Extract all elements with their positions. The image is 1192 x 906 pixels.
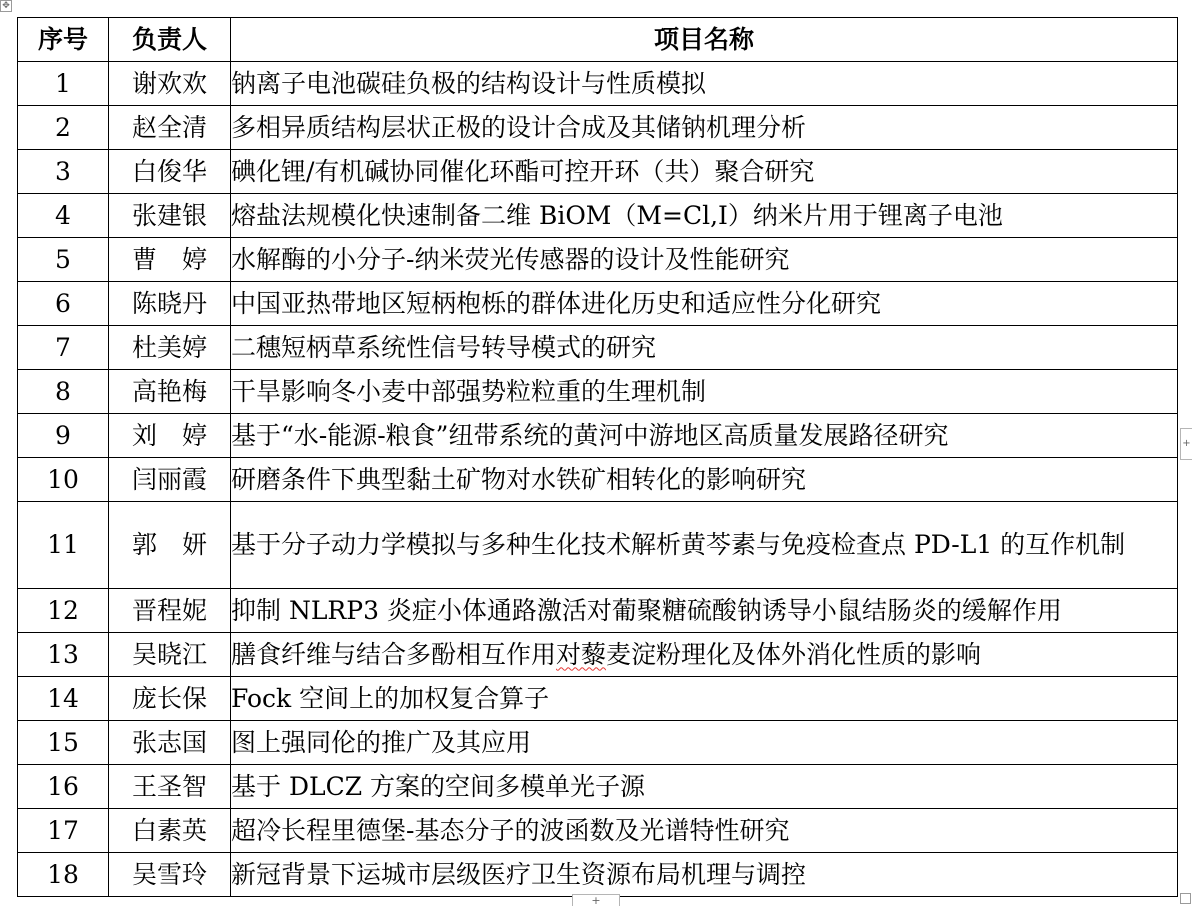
- table-row: [18, 677, 1178, 721]
- table-row: [18, 414, 1178, 458]
- row-owner: 曹 婷: [109, 238, 231, 282]
- row-number: 2: [18, 106, 109, 150]
- row-project-name: 基于 DLCZ 方案的空间多模单光子源: [231, 765, 1178, 809]
- row-project-name: 研磨条件下典型黏土矿物对水铁矿相转化的影响研究: [231, 458, 1178, 502]
- row-project-name: Fock 空间上的加权复合算子: [231, 677, 1178, 721]
- row-number: 7: [18, 326, 109, 370]
- row-project-name-part: 麦淀粉理化及体外消化性质的影响: [606, 639, 982, 669]
- table-row: [18, 62, 1178, 106]
- row-number: 14: [18, 677, 109, 721]
- table-row: [18, 721, 1178, 765]
- row-number: 11: [18, 502, 109, 589]
- row-owner: 吴晓江: [109, 633, 231, 677]
- row-owner: 谢欢欢: [109, 62, 231, 106]
- row-project-name: 熔盐法规模化快速制备二维 BiOM（M=Cl,I）纳米片用于锂离子电池: [231, 194, 1178, 238]
- row-project-name-part: 膳食纤维与结合多酚相互作用: [231, 639, 557, 669]
- row-owner: 白素英: [109, 809, 231, 853]
- row-owner: 白俊华: [109, 150, 231, 194]
- row-number: 12: [18, 589, 109, 633]
- row-owner: 刘 婷: [109, 414, 231, 458]
- row-owner: 陈晓丹: [109, 282, 231, 326]
- row-number: 13: [18, 633, 109, 677]
- table-row: [18, 458, 1178, 502]
- table-row: [18, 238, 1178, 282]
- table-resize-handle-icon[interactable]: [1180, 893, 1191, 904]
- row-project-name: 钠离子电池碳硅负极的结构设计与性质模拟: [231, 62, 1178, 106]
- row-project-name: 碘化锂/有机碱协同催化环酯可控开环（共）聚合研究: [231, 150, 1178, 194]
- row-owner: 张志国: [109, 721, 231, 765]
- row-owner: 高艳梅: [109, 370, 231, 414]
- spellcheck-marked-text[interactable]: 对藜: [556, 639, 607, 669]
- row-number: 15: [18, 721, 109, 765]
- row-owner: 郭 妍: [109, 502, 231, 589]
- row-owner: 晋程妮: [109, 589, 231, 633]
- row-project-name: 新冠背景下运城市层级医疗卫生资源布局机理与调控: [231, 853, 1178, 897]
- row-number: 5: [18, 238, 109, 282]
- row-project-name: 基于“水-能源-粮食”纽带系统的黄河中游地区高质量发展路径研究: [231, 414, 1178, 458]
- row-owner: 王圣智: [109, 765, 231, 809]
- insert-column-handle-icon[interactable]: +: [1180, 428, 1192, 460]
- table-row: [18, 370, 1178, 414]
- table-row: [18, 282, 1178, 326]
- table-row: [18, 809, 1178, 853]
- row-project-name: 图上强同伦的推广及其应用: [231, 721, 1178, 765]
- row-number: 18: [18, 853, 109, 897]
- row-project-name: 中国亚热带地区短柄枹栎的群体进化历史和适应性分化研究: [231, 282, 1178, 326]
- row-owner: 吴雪玲: [109, 853, 231, 897]
- row-project-name: 基于分子动力学模拟与多种生化技术解析黄芩素与免疫检查点 PD-L1 的互作机制: [231, 502, 1178, 589]
- row-number: 3: [18, 150, 109, 194]
- table-move-handle-icon[interactable]: ✥: [0, 0, 12, 12]
- row-project-name: 水解酶的小分子-纳米荧光传感器的设计及性能研究: [231, 238, 1178, 282]
- row-project-name: 多相异质结构层状正极的设计合成及其储钠机理分析: [231, 106, 1178, 150]
- row-number: 17: [18, 809, 109, 853]
- header-owner: 负责人: [109, 18, 231, 62]
- header-number: 序号: [18, 18, 109, 62]
- table-header-row: [18, 18, 1178, 62]
- row-owner: 杜美婷: [109, 326, 231, 370]
- row-project-name: 超冷长程里德堡-基态分子的波函数及光谱特性研究: [231, 809, 1178, 853]
- row-owner: 张建银: [109, 194, 231, 238]
- project-table: [17, 17, 1178, 897]
- table-row: [18, 633, 1178, 677]
- row-owner: 闫丽霞: [109, 458, 231, 502]
- insert-row-handle-icon[interactable]: +: [572, 894, 620, 906]
- header-project-name: 项目名称: [231, 18, 1178, 62]
- row-owner: 庞长保: [109, 677, 231, 721]
- row-number: 10: [18, 458, 109, 502]
- row-project-name: 抑制 NLRP3 炎症小体通路激活对葡聚糖硫酸钠诱导小鼠结肠炎的缓解作用: [231, 589, 1178, 633]
- row-project-name: [231, 633, 1178, 677]
- table-row: [18, 502, 1178, 589]
- row-number: 9: [18, 414, 109, 458]
- row-project-name: 干旱影响冬小麦中部强势粒粒重的生理机制: [231, 370, 1178, 414]
- row-project-name: 二穗短柄草系统性信号转导模式的研究: [231, 326, 1178, 370]
- row-number: 4: [18, 194, 109, 238]
- table-row: [18, 106, 1178, 150]
- row-number: 8: [18, 370, 109, 414]
- table-row: [18, 589, 1178, 633]
- table-row: [18, 150, 1178, 194]
- row-number: 16: [18, 765, 109, 809]
- row-owner: 赵全清: [109, 106, 231, 150]
- table-row: [18, 765, 1178, 809]
- row-number: 6: [18, 282, 109, 326]
- table-row: [18, 853, 1178, 897]
- table-row: [18, 326, 1178, 370]
- table-row: [18, 194, 1178, 238]
- row-number: 1: [18, 62, 109, 106]
